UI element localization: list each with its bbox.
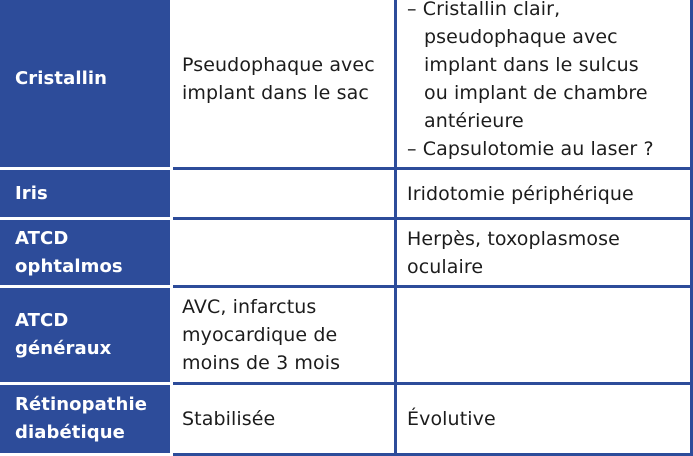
dash-marker: – xyxy=(407,0,417,20)
cell-text: Stabilisée xyxy=(182,408,276,430)
cell-text: Évolutive xyxy=(407,408,496,430)
cell-cristallin-col3 xyxy=(396,0,692,169)
row-label-iris xyxy=(2,169,172,219)
cell-text: Cristallin clair, xyxy=(422,0,561,20)
row-label-retinopathie xyxy=(2,384,172,455)
list-item xyxy=(407,0,680,23)
row-label-text: ATCD xyxy=(15,227,69,249)
row-label-atcd-generaux xyxy=(2,287,172,384)
cell-text: Pseudophaque avec xyxy=(182,54,375,76)
cell-text: moins de 3 mois xyxy=(182,352,341,374)
row-label-text: Iris xyxy=(15,182,48,204)
cell-text: ou implant de chambre xyxy=(424,82,648,104)
cell-text: AVC, infarctus xyxy=(182,296,317,318)
row-label-cristallin xyxy=(2,0,172,169)
cell-text: oculaire xyxy=(407,255,484,278)
cell-atcd-generaux-col3 xyxy=(396,287,692,384)
cell-atcd-ophtalmos-col2 xyxy=(172,219,396,287)
table-row xyxy=(2,384,692,455)
table-row xyxy=(2,219,692,287)
row-label-text: Cristallin xyxy=(15,68,108,89)
cell-iris-col3 xyxy=(396,169,692,219)
table-row xyxy=(2,287,692,384)
cell-atcd-generaux-col2 xyxy=(172,287,396,384)
cell-atcd-ophtalmos-col3 xyxy=(396,219,692,287)
cell-text: Iridotomie périphérique xyxy=(407,182,634,205)
row-label-text: diabétique xyxy=(15,422,125,443)
row-label-text: généraux xyxy=(15,338,112,359)
row-label-text: ATCD xyxy=(15,310,69,331)
row-label-text: Rétinopathie xyxy=(15,394,148,415)
cell-text: Herpès, toxoplasmose xyxy=(407,227,620,250)
table-row xyxy=(2,0,692,169)
row-label-text: ophtalmos xyxy=(15,255,123,277)
cell-cristallin-col2 xyxy=(172,0,396,169)
list-item xyxy=(407,135,680,163)
row-label-atcd-ophtalmos xyxy=(2,219,172,287)
table-row xyxy=(2,169,692,219)
cell-text: implant dans le sulcus xyxy=(424,54,639,76)
cell-text: implant dans le sac xyxy=(182,82,369,104)
cell-text: antérieure xyxy=(424,110,524,132)
dash-marker: – xyxy=(407,138,417,160)
cell-text: pseudophaque avec xyxy=(424,26,618,48)
cell-text: myocardique de xyxy=(182,324,338,346)
cell-retinopathie-col3 xyxy=(396,384,692,455)
cell-retinopathie-col2 xyxy=(172,384,396,455)
cell-iris-col2 xyxy=(172,169,396,219)
cell-text: Capsulotomie au laser ? xyxy=(422,138,654,160)
